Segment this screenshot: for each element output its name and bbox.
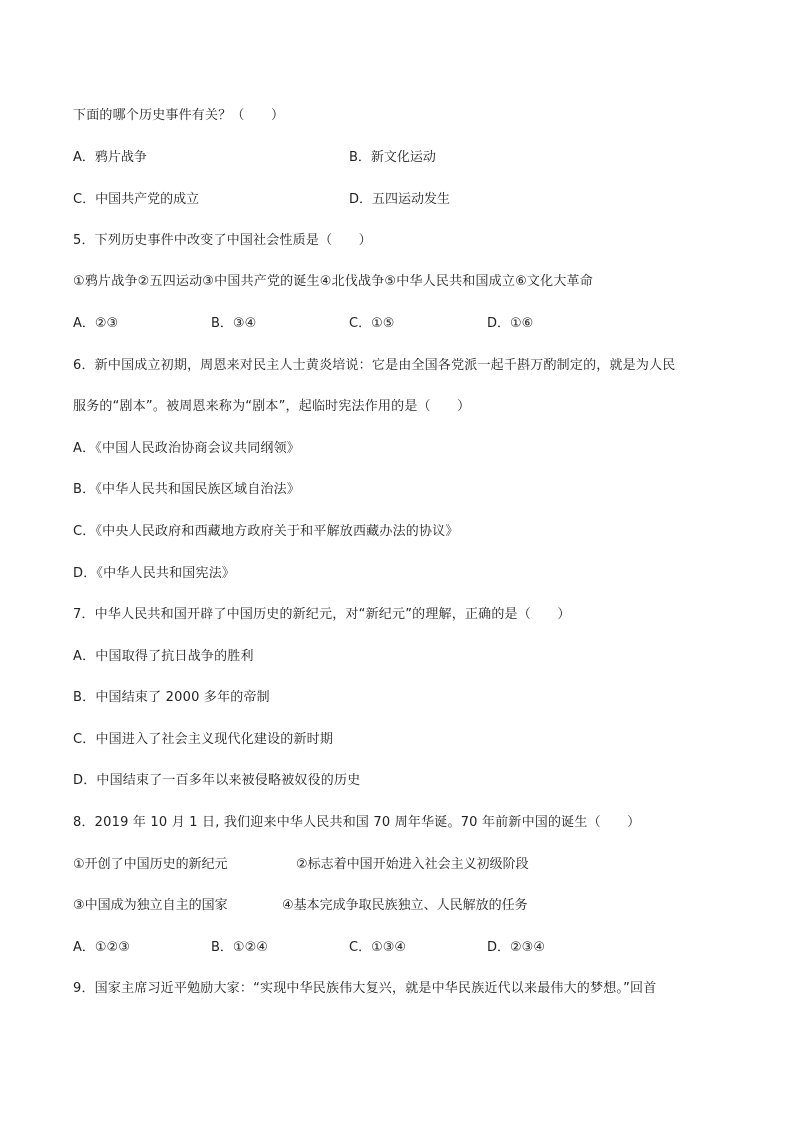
q6-option-d: D．《中华人民共和国宪法》: [73, 566, 236, 581]
q6-option-c: C．《中央人民政府和西藏地方政府关于和平解放西藏办法的协议》: [73, 524, 459, 539]
q8-option-b: B．①②④: [211, 940, 268, 955]
q7-option-d: D．中国结束了一百多年以来被侵略被奴役的历史: [73, 773, 361, 788]
q5-event-list: ①鸦片战争②五四运动③中国共产党的诞生④北伐战争⑤中华人民共和国成立⑥文化大革命: [73, 274, 593, 289]
q8-stem: 8．2019 年 10 月 1 日, 我们迎来中华人民共和国 70 周年华诞。70 年前新中国的诞生（ ）: [73, 815, 641, 830]
q7-option-c: C．中国进入了社会主义现代化建设的新时期: [73, 732, 334, 747]
q4-option-b: B．新文化运动: [349, 150, 436, 165]
q5-option-c: C．①⑤: [349, 316, 395, 331]
q8-item-3: ③中国成为独立自主的国家: [73, 898, 228, 913]
q8-item-4: ④基本完成争取民族独立、人民解放的任务: [282, 898, 528, 913]
q8-option-d: D．②③④: [487, 940, 545, 955]
q7-stem: 7．中华人民共和国开辟了中国历史的新纪元，对“新纪元”的理解，正确的是（ ）: [73, 607, 571, 622]
q4-option-d: D．五四运动发生: [349, 192, 451, 207]
q6-option-b: B．《中华人民共和国民族区域自治法》: [73, 482, 301, 497]
q6-option-a: A．《中国人民政治协商会议共同纲领》: [73, 441, 300, 456]
q8-option-c: C．①③④: [349, 940, 407, 955]
q8-item-2: ②标志着中国开始进入社会主义初级阶段: [296, 857, 529, 872]
q5-option-d: D．①⑥: [487, 316, 534, 331]
q8-item-1: ①开创了中国历史的新纪元: [73, 857, 228, 872]
q4-option-c: C．中国共产党的成立: [73, 192, 200, 207]
q7-option-b: B．中国结束了 2000 多年的帝制: [73, 690, 270, 705]
q6-stem-line-2: 服务的“剧本”。被周恩来称为“剧本”，起临时宪法作用的是（ ）: [73, 399, 471, 414]
q5-stem: 5．下列历史事件中改变了中国社会性质是（ ）: [73, 233, 372, 248]
q4-option-a: A．鸦片战争: [73, 150, 147, 165]
q9-stem: 9．国家主席习近平勉励大家：“实现中华民族伟大复兴，就是中华民族近代以来最伟大的梦想。”回首: [73, 981, 657, 996]
q6-stem-line-1: 6．新中国成立初期，周恩来对民主人士黄炎培说：它是由全国各党派一起千斟万酌制定的，就是为人民: [73, 358, 676, 373]
q5-option-a: A．②③: [73, 316, 119, 331]
q7-option-a: A．中国取得了抗日战争的胜利: [73, 649, 254, 664]
q5-option-b: B．③④: [211, 316, 257, 331]
q4-stem-tail: 下面的哪个历史事件有关？（ ）: [73, 108, 285, 123]
q8-option-a: A．①②③: [73, 940, 130, 955]
